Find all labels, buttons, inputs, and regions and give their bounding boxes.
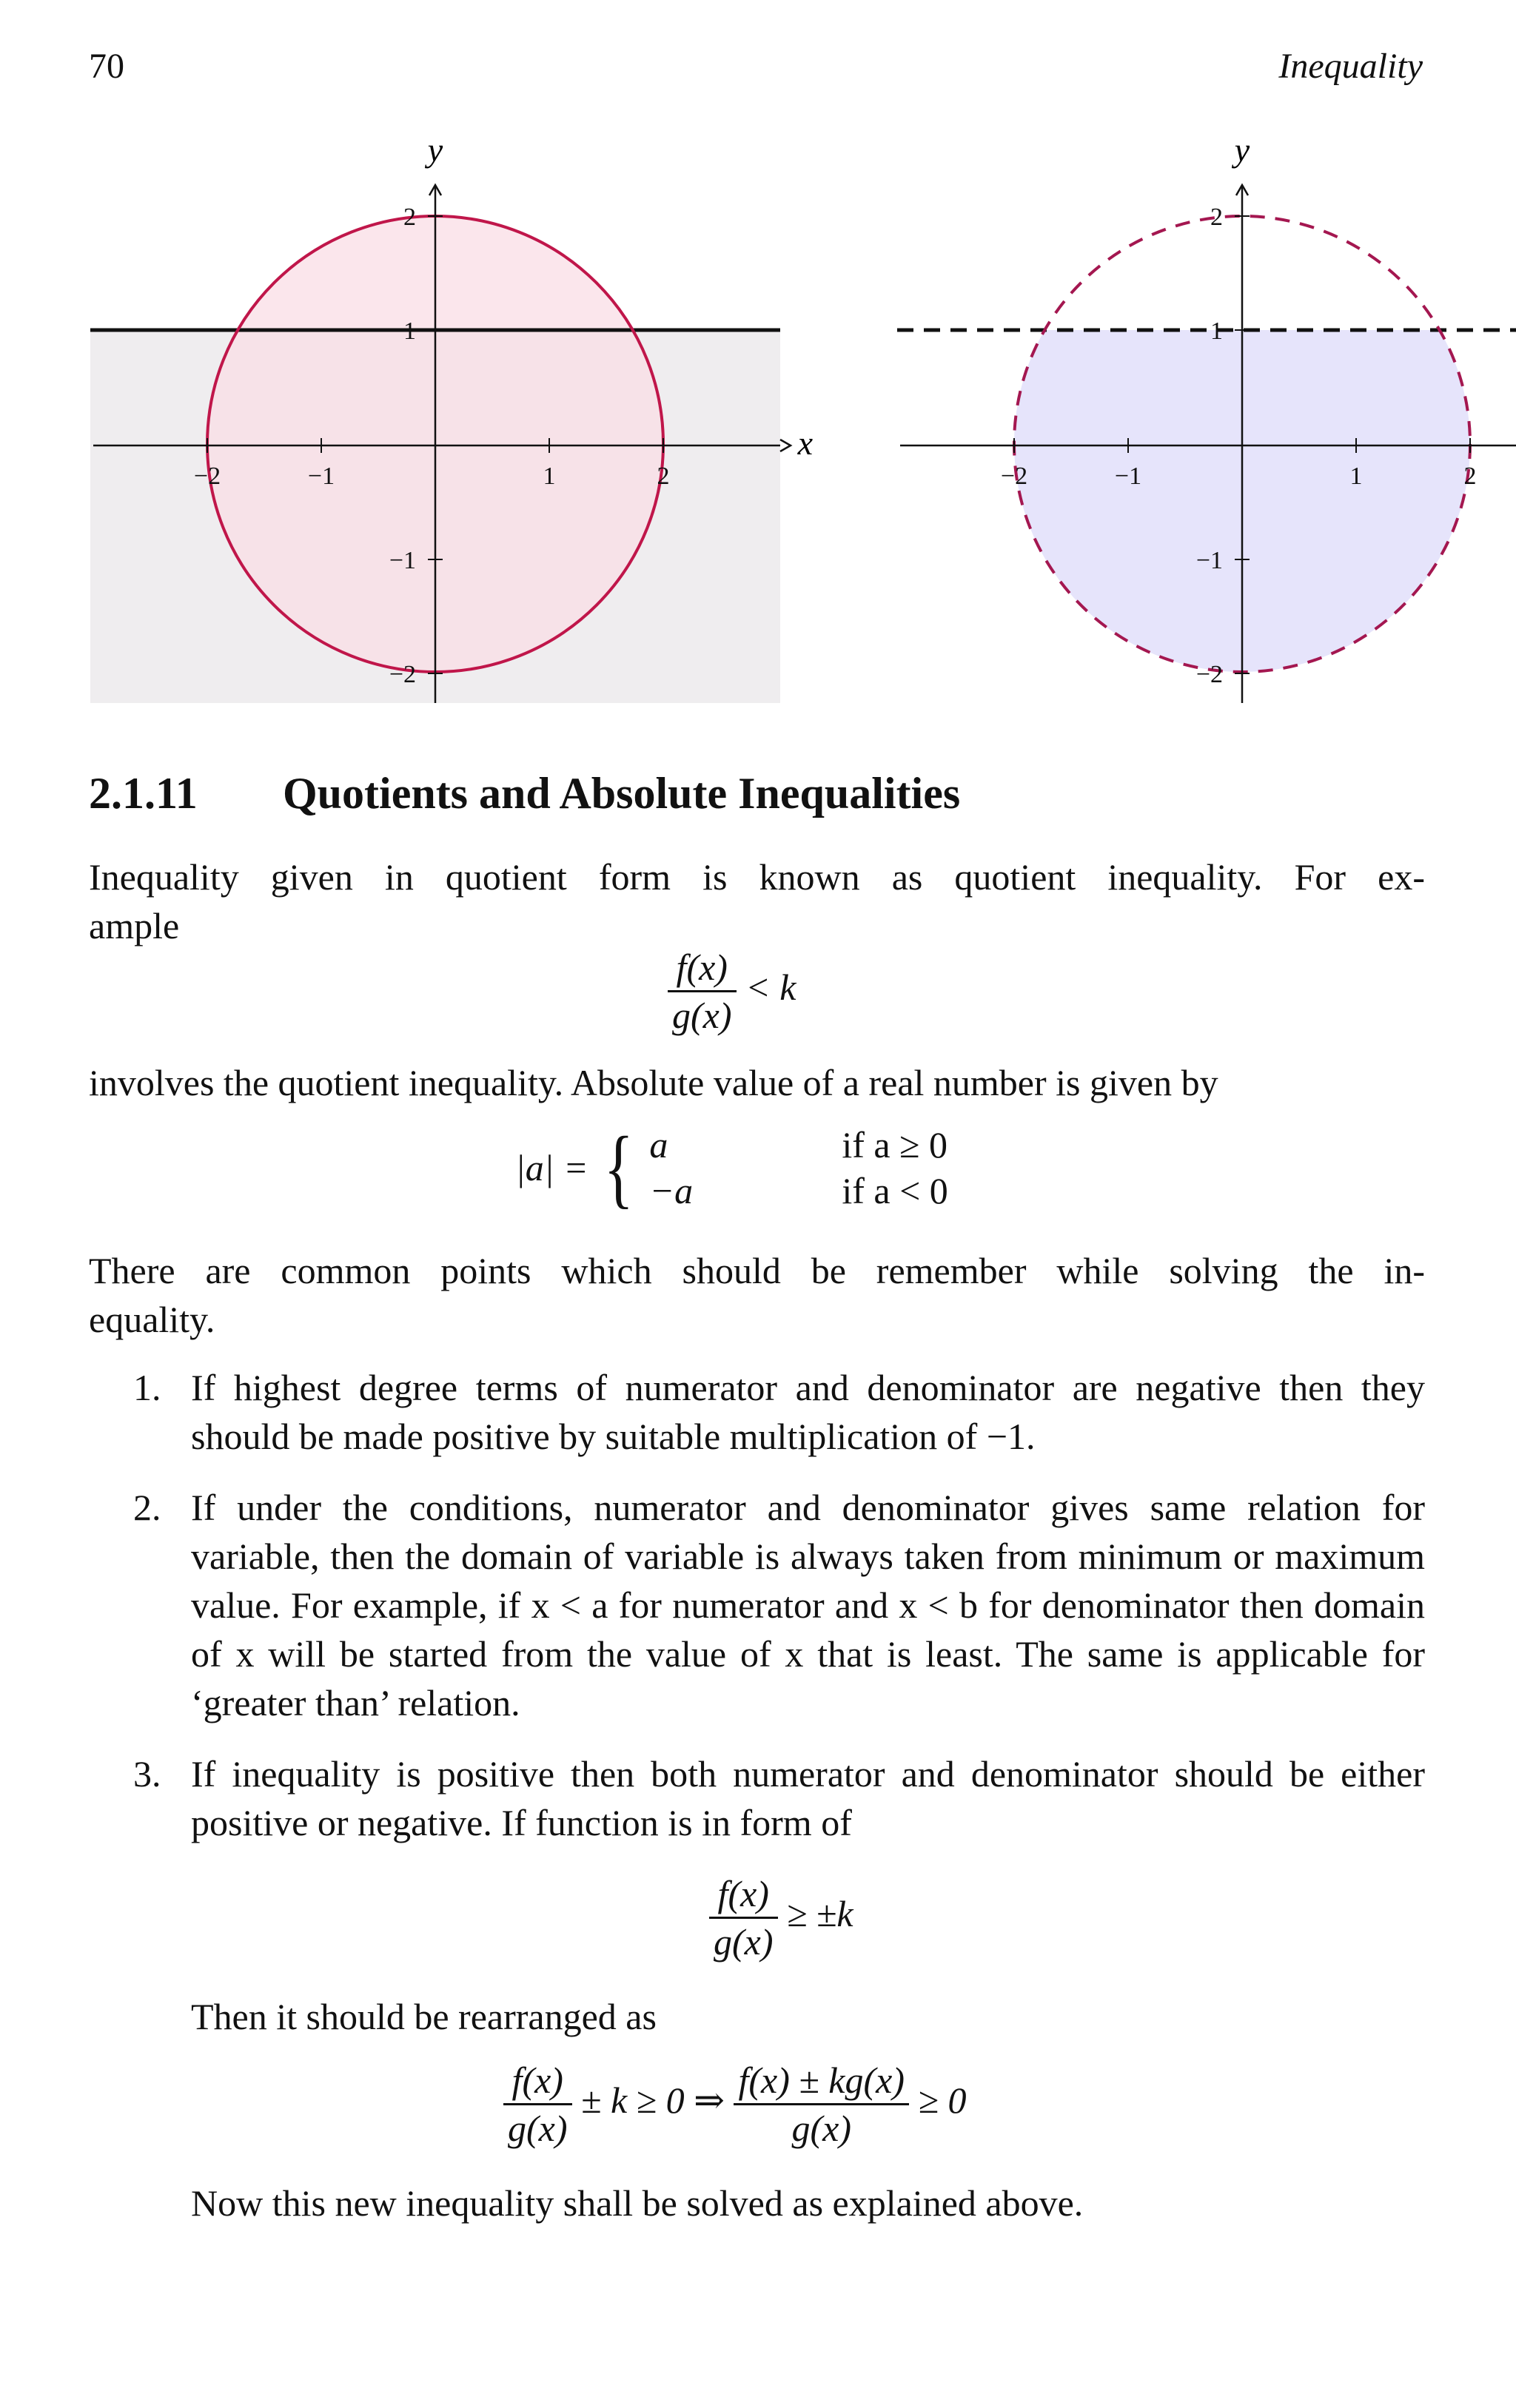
x-axis-arrow: [780, 440, 791, 451]
list-item: [133, 1749, 1425, 1847]
y-tick-label: −1: [1195, 547, 1223, 574]
right-figure: [814, 0, 1516, 725]
y-tick-label: −1: [389, 547, 416, 574]
x-axis-label: x: [797, 424, 813, 462]
region-below-line-in-circle: [1007, 330, 1480, 715]
y-tick-label: −2: [1195, 661, 1223, 688]
eq3-denominator-1: g(x): [508, 2108, 568, 2149]
list-item: [133, 1483, 1425, 1727]
case1-condition: if a ≥ 0: [842, 1124, 948, 1166]
eq3-middle: ± k ≥ 0 ⇒: [581, 2079, 725, 2121]
rearranged-text: Then it should be rearranged as: [191, 1996, 657, 2037]
points-intro-line2: equality.: [89, 1299, 215, 1340]
numbered-list: [133, 1363, 1425, 1847]
y-tick-label: −2: [389, 661, 416, 688]
eq1-denominator: g(x): [672, 995, 732, 1036]
y-axis-label: y: [1234, 131, 1250, 169]
x-tick-label: 2: [657, 463, 670, 490]
y-tick-label: 1: [1210, 317, 1223, 345]
eq2-denominator: g(x): [714, 1921, 774, 1963]
list-item-text: If highest degree terms of numerator and denominator are negative then they should be made positive by suitable multiplication of −1.: [191, 1367, 1425, 1457]
x-tick-label: −2: [193, 463, 221, 490]
case2-value: −a: [649, 1170, 694, 1211]
running-title: Inequality: [1278, 47, 1423, 86]
case1-value: a: [649, 1124, 668, 1166]
quotient-equation: [668, 944, 796, 1038]
x-tick-label: −2: [1000, 463, 1028, 490]
quotient-pm-k-equation: [709, 1871, 853, 1965]
rearranged-equation: [503, 2057, 966, 2151]
intro-paragraph-line2: ample: [89, 905, 180, 946]
section-title: Quotients and Absolute Inequalities: [283, 769, 961, 818]
points-intro-line1: There are common points which should be remember while solving the in-: [89, 1250, 1425, 1291]
y-tick-label: 2: [1210, 204, 1223, 231]
abs-value-definition: [515, 1118, 948, 1217]
case2-condition: if a < 0: [842, 1170, 948, 1211]
list-item: [133, 1363, 1425, 1461]
eq3-numerator-1: f(x): [503, 2057, 572, 2105]
section-number: 2.1.11: [89, 769, 198, 818]
list-item-text: If inequality is positive then both numerator and denominator should be either positive or negative. If function is in form of: [191, 1753, 1425, 1843]
list-item-text: If under the conditions, numerator and denominator gives same relation for variable, then the domain of variable is always taken from minimum or maximum value. For example, if x < a for numerator and x < b for denominator then domain of x will be started from the value of x that is least. The same is applicable for ‘greater than’ relation.: [191, 1487, 1425, 1723]
x-tick-label: −1: [1114, 463, 1142, 490]
eq3-denominator-2: g(x): [791, 2108, 851, 2149]
eq3-rhs: ≥ 0: [918, 2079, 967, 2121]
eq1-rhs: < k: [745, 966, 796, 1008]
list-marker: 1.: [133, 1367, 161, 1408]
y-tick-label: 2: [403, 204, 416, 231]
section-heading: [89, 768, 960, 819]
eq2-rhs: ≥ ±k: [787, 1892, 853, 1934]
list-marker: 2.: [133, 1487, 161, 1528]
x-tick-label: 2: [1463, 463, 1477, 490]
left-brace: {: [603, 1118, 634, 1217]
abs-cases: [649, 1122, 948, 1214]
intro-paragraph-line1: Inequality given in quotient form is known as quotient inequality. For ex-: [89, 856, 1425, 898]
eq1-numerator: f(x): [668, 944, 737, 992]
eq3-numerator-2: f(x) ± kg(x): [734, 2057, 909, 2105]
closing-text: Now this new inequality shall be solved as explained above.: [191, 2182, 1084, 2224]
eq2-numerator: f(x): [709, 1871, 778, 1919]
y-axis-label: y: [427, 131, 443, 169]
abs-lhs: |a| =: [515, 1147, 588, 1188]
x-tick-label: −1: [307, 463, 335, 490]
page-number: 70: [89, 47, 124, 86]
abs-value-intro: involves the quotient inequality. Absolute value of a real number is given by: [89, 1062, 1218, 1103]
list-marker: 3.: [133, 1753, 161, 1795]
left-figure: [0, 0, 814, 725]
x-tick-label: 1: [1349, 463, 1363, 490]
x-tick-label: 1: [543, 463, 556, 490]
y-tick-label: 1: [403, 317, 416, 345]
